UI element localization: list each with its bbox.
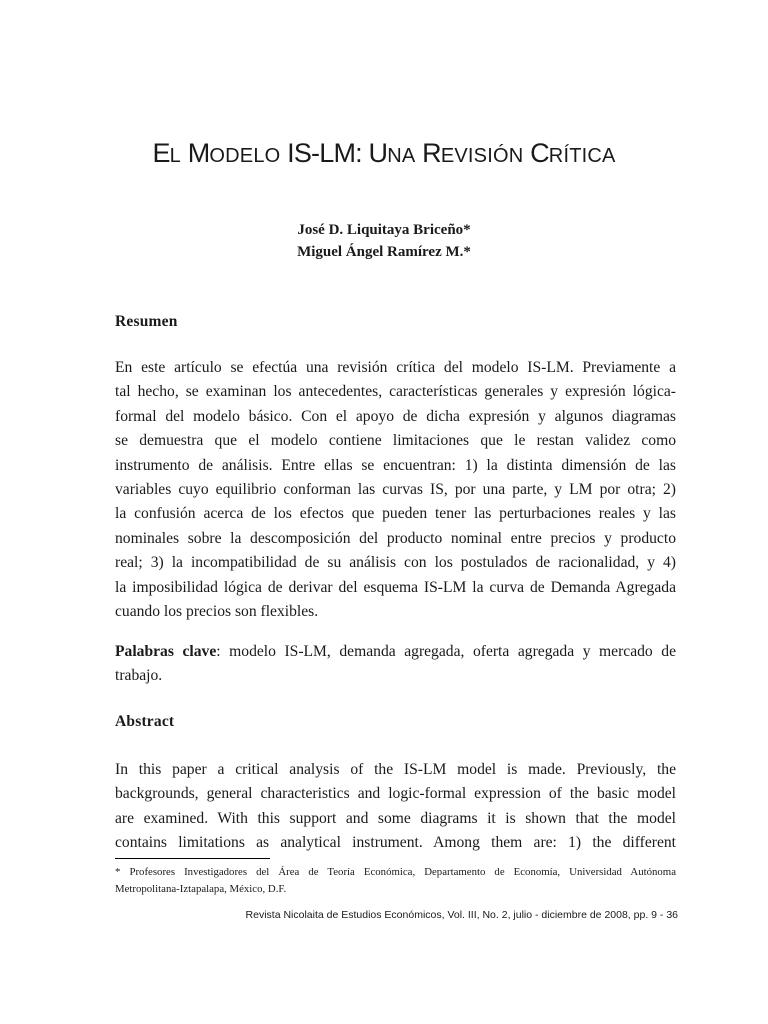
footnote-line: * Profesores Investigadores del Área de Teoría Económica, Departamento de Economía, Universidad Autónoma: [115, 866, 676, 878]
paper-title: [0, 138, 768, 169]
text-line: En este artículo se efectúa una revisión crítica del modelo IS-LM. Previamente a: [115, 359, 676, 376]
title-part: IS-LM: [287, 138, 356, 168]
title-part: U: [368, 138, 388, 168]
text-line: contains limitations as analytical instrument. Among them are: 1) the different: [115, 834, 676, 852]
text-line: instrumento de análisis. Entre ellas se encuentran: 1) la distinta dimensión de las: [115, 456, 676, 474]
text-line: la confusión acerca de los efectos que pueden tener las perturbaciones reales y las: [115, 505, 676, 523]
title-part: NA: [387, 145, 416, 167]
title-part: M: [187, 138, 210, 168]
keywords-text: : modelo IS-LM, demanda agregada, oferta agregada y mercado de: [216, 643, 676, 660]
text-line: real; 3) la incompatibilidad de su análisis con los postulados de racionalidad, y 4): [115, 554, 676, 572]
resumen-paragraph: [115, 356, 676, 624]
text-line: backgrounds, general characteristics and logic-formal expression of the basic model: [115, 785, 676, 803]
footnote: [115, 864, 676, 898]
text-line: variables cuyo equilibrio conforman las curvas IS, por una parte, y LM por otra; 2): [115, 480, 676, 498]
text-line: [115, 640, 676, 664]
title-part: RÍTICA: [548, 145, 616, 167]
title-part: R: [422, 138, 441, 168]
resumen-heading: Resumen: [115, 313, 178, 330]
journal-footer: Revista Nicolaita de Estudios Económicos, Vol. III, No. 2, julio - diciembre de 2008, pp. 9 - 36: [245, 909, 678, 921]
abstract-heading: Abstract: [115, 713, 175, 730]
text-line: la imposibilidad lógica de derivar del esquema IS-LM la curva de Demanda Agregada: [115, 578, 676, 596]
text-line: se demuestra que el modelo contiene limitaciones que le restan validez como: [115, 432, 676, 450]
text-line: In this paper a critical analysis of the IS-LM model is made. Previously, the: [115, 761, 676, 778]
title-part: EVISIÓN: [440, 145, 524, 167]
text-line: are examined. With this support and some diagrams it is shown that the model: [115, 809, 676, 827]
keywords-paragraph: [115, 640, 676, 689]
title-part: :: [355, 138, 369, 168]
keywords-label: Palabras clave: [115, 643, 217, 660]
author-name: Miguel Ángel Ramírez M.*: [297, 244, 471, 260]
abstract-paragraph: [115, 758, 676, 856]
title-part: E: [152, 138, 170, 168]
text-line: nominales sobre la descomposición del producto nominal entre precios y producto: [115, 529, 676, 547]
footnote-line: Metropolitana-Iztapalapa, México, D.F.: [115, 883, 287, 895]
text-line: trabajo.: [115, 667, 163, 685]
title-part: ODELO: [209, 145, 281, 167]
title-part: L: [169, 145, 181, 167]
title-part: C: [530, 138, 549, 168]
text-line: tal hecho, se examinan los antecedentes, características generales y expresión lógica-: [115, 383, 676, 401]
footnote-rule: [115, 858, 270, 859]
author-name: José D. Liquitaya Briceño*: [297, 222, 471, 238]
authors: [0, 219, 768, 263]
text-line: formal del modelo básico. Con el apoyo de dicha expresión y algunos diagramas: [115, 407, 676, 425]
text-line: cuando los precios son flexibles.: [115, 602, 319, 620]
